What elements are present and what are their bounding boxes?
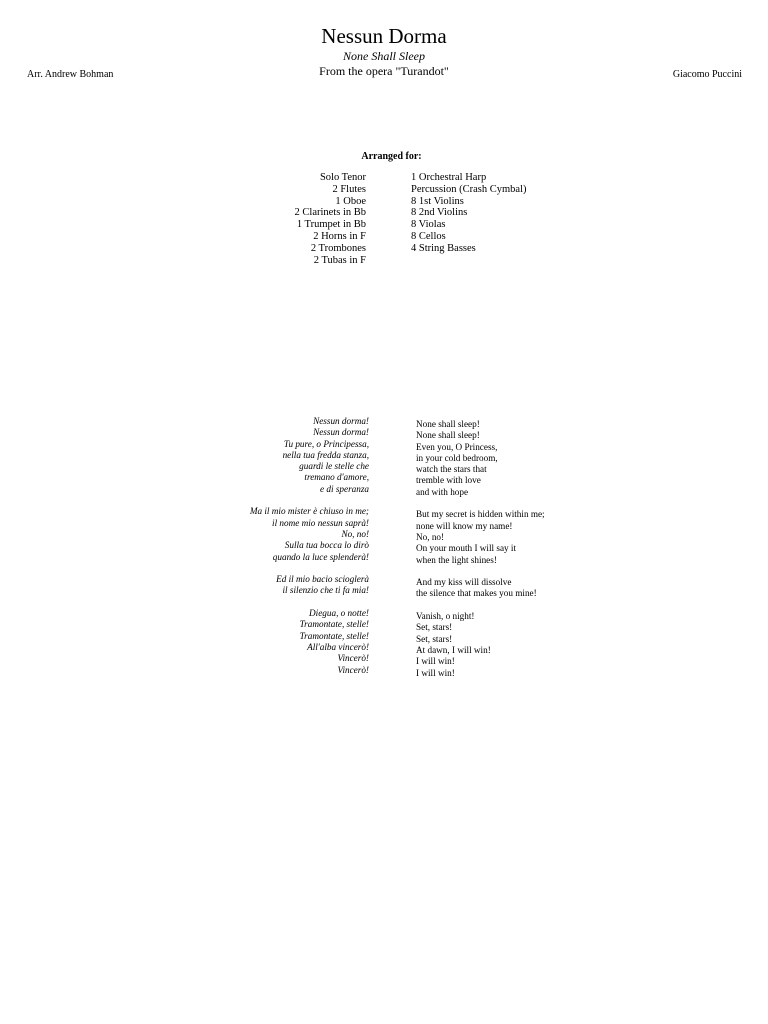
lyric-line: And my kiss will dissolve <box>416 577 512 588</box>
lyric-line: Tramontate, stelle! <box>299 630 369 641</box>
lyric-line: At dawn, I will win! <box>416 644 491 655</box>
lyric-line: Vincerò! <box>337 664 369 675</box>
lyric-line: il nome mio nessun saprà! <box>272 517 369 528</box>
lyric-line: and with hope <box>416 486 469 497</box>
lyric-stanza <box>250 416 369 495</box>
lyric-line: in your cold bedroom, <box>416 452 498 463</box>
instrument-item: 1 Orchestral Harp <box>411 172 487 183</box>
instrument-item: 1 Oboe <box>335 195 366 207</box>
lyric-line: none will know my name! <box>416 520 513 531</box>
lyric-line: Ed il mio bacio scioglerà <box>276 574 369 585</box>
lyric-line: On your mouth I will say it <box>416 543 517 554</box>
lyrics-italian <box>250 416 369 687</box>
lyric-line: Nessun dorma! <box>313 416 369 426</box>
lyric-line: Tu pure, o Principessa, <box>283 438 369 449</box>
lyric-line: tremble with love <box>416 475 481 486</box>
arranger-credit: Arr. Andrew Bohman <box>27 69 114 80</box>
instrument-item: 8 2nd Violins <box>411 207 468 219</box>
lyric-line: guardi le stelle che <box>299 461 369 472</box>
composer-credit: Giacomo Puccini <box>672 69 742 80</box>
lyric-line: Vincerò! <box>337 653 369 664</box>
lyric-line: None shall sleep! <box>416 419 480 429</box>
lyric-stanza <box>416 419 545 498</box>
lyric-stanza <box>416 577 545 600</box>
instrument-item: 4 String Basses <box>411 242 476 254</box>
instrument-item: Percussion (Crash Cymbal) <box>411 183 527 195</box>
lyric-stanza <box>416 611 545 679</box>
lyric-line: Sulla tua bocca lo dirò <box>284 540 369 551</box>
lyric-line: tremano d'amore, <box>304 472 369 483</box>
lyric-stanza <box>250 574 369 597</box>
opera-source: From the opera "Turandot" <box>319 64 449 78</box>
lyric-line: when the light shines! <box>416 554 497 565</box>
instrument-item: 8 Violas <box>411 219 446 231</box>
lyric-stanza <box>416 509 545 565</box>
lyric-line: No, no! <box>416 531 445 542</box>
lyric-line: But my secret is hidden within me; <box>416 509 545 520</box>
instrument-item: 1 Trumpet in Bb <box>296 219 366 231</box>
lyric-stanza <box>250 506 369 562</box>
instrument-item: 8 1st Violins <box>411 195 464 207</box>
lyric-line: Diegua, o notte! <box>309 608 369 619</box>
lyric-line: Set, stars! <box>416 622 453 633</box>
instrument-item: 2 Flutes <box>332 183 366 195</box>
instrument-item: 2 Tubas in F <box>313 254 366 266</box>
instrument-item: 2 Trombones <box>310 242 366 254</box>
lyric-line: Nessun dorma! <box>313 427 369 438</box>
lyric-line: Ma il mio mister è chiuso in me; <box>249 506 369 517</box>
instrument-list-left <box>295 172 366 266</box>
lyric-line: e di speranza <box>320 483 369 494</box>
lyric-stanza <box>250 608 369 676</box>
page-title: Nessun Dorma <box>321 24 447 48</box>
page-subtitle: None Shall Sleep <box>343 49 425 63</box>
lyric-line: Tramontate, stelle! <box>299 619 369 630</box>
lyric-line: nella tua fredda stanza, <box>282 449 369 460</box>
lyric-line: Even you, O Princess, <box>416 441 498 452</box>
lyric-line: I will win! <box>416 656 455 667</box>
lyric-line: Set, stars! <box>416 633 453 644</box>
lyric-line: the silence that makes you mine! <box>416 588 537 599</box>
instrument-list-right <box>411 172 527 255</box>
instrument-item: 2 Clarinets in Bb <box>294 207 366 219</box>
lyrics-english <box>416 419 545 690</box>
lyric-line: I will win! <box>416 667 455 678</box>
lyric-line: quando la luce splenderà! <box>272 551 369 562</box>
instrument-item: Solo Tenor <box>319 172 366 183</box>
instrument-item: 2 Horns in F <box>313 230 366 242</box>
instrumentation-heading: Arranged for: <box>361 151 422 162</box>
lyric-line: No, no! <box>341 528 369 539</box>
lyric-line: il silenzio che ti fa mia! <box>282 585 369 596</box>
lyric-line: Vanish, o night! <box>416 611 475 622</box>
lyric-line: None shall sleep! <box>416 430 480 441</box>
instrument-item: 8 Cellos <box>411 230 446 242</box>
lyric-line: watch the stars that <box>416 464 487 475</box>
lyric-line: All'alba vincerò! <box>307 641 369 652</box>
